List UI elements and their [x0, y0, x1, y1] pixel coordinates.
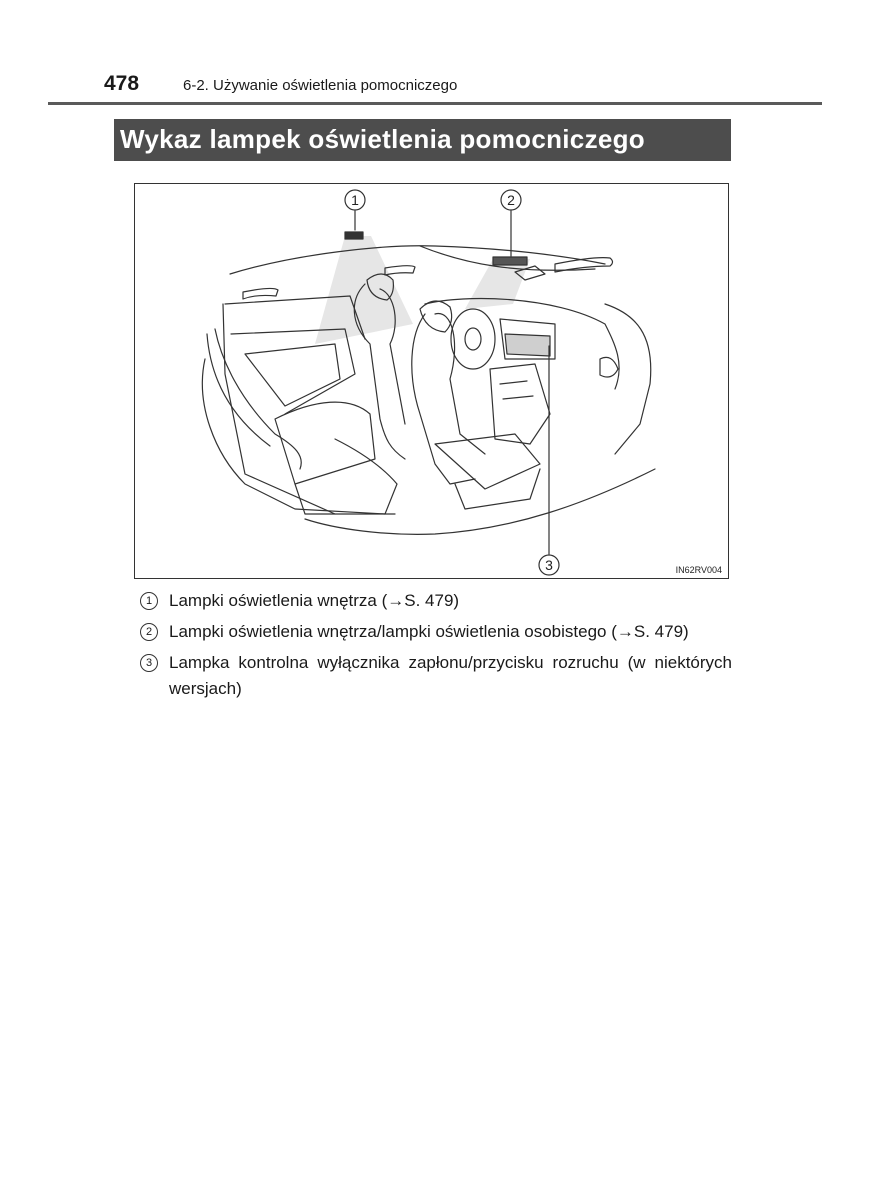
page-number: 478 — [104, 72, 140, 95]
legend-item — [140, 619, 732, 645]
header-rule — [48, 102, 822, 105]
callout-3 — [539, 555, 559, 575]
car-interior-illustration — [134, 183, 729, 579]
legend-text: Lampki oświetlenia wnętrza (→S. 479) — [169, 591, 460, 610]
callouts — [135, 184, 728, 578]
legend-number: 2 — [140, 623, 158, 641]
callout-1 — [345, 190, 365, 210]
svg-text:2: 2 — [507, 192, 515, 208]
svg-text:3: 3 — [545, 557, 553, 573]
section-heading-text: Wykaz lampek oświetlenia pomocniczego — [120, 124, 645, 154]
legend-list — [140, 588, 732, 707]
legend-item — [140, 650, 732, 702]
legend-item — [140, 588, 732, 614]
svg-text:1: 1 — [351, 192, 359, 208]
legend-number: 1 — [140, 592, 158, 610]
section-title: 6-2. Używanie oświetlenia pomocniczego — [183, 77, 458, 94]
page-header — [48, 72, 822, 104]
legend-text: Lampki oświetlenia wnętrza/lampki oświetlenia osobistego (→S. 479) — [169, 622, 689, 641]
legend-number: 3 — [140, 654, 158, 672]
figure-code: IN62RV004 — [675, 565, 722, 575]
section-heading — [114, 119, 731, 161]
callout-2 — [501, 190, 521, 210]
legend-text: Lampka kontrolna wyłącznika zapłonu/przycisku rozruchu (w niektórych wersjach) — [169, 653, 732, 698]
